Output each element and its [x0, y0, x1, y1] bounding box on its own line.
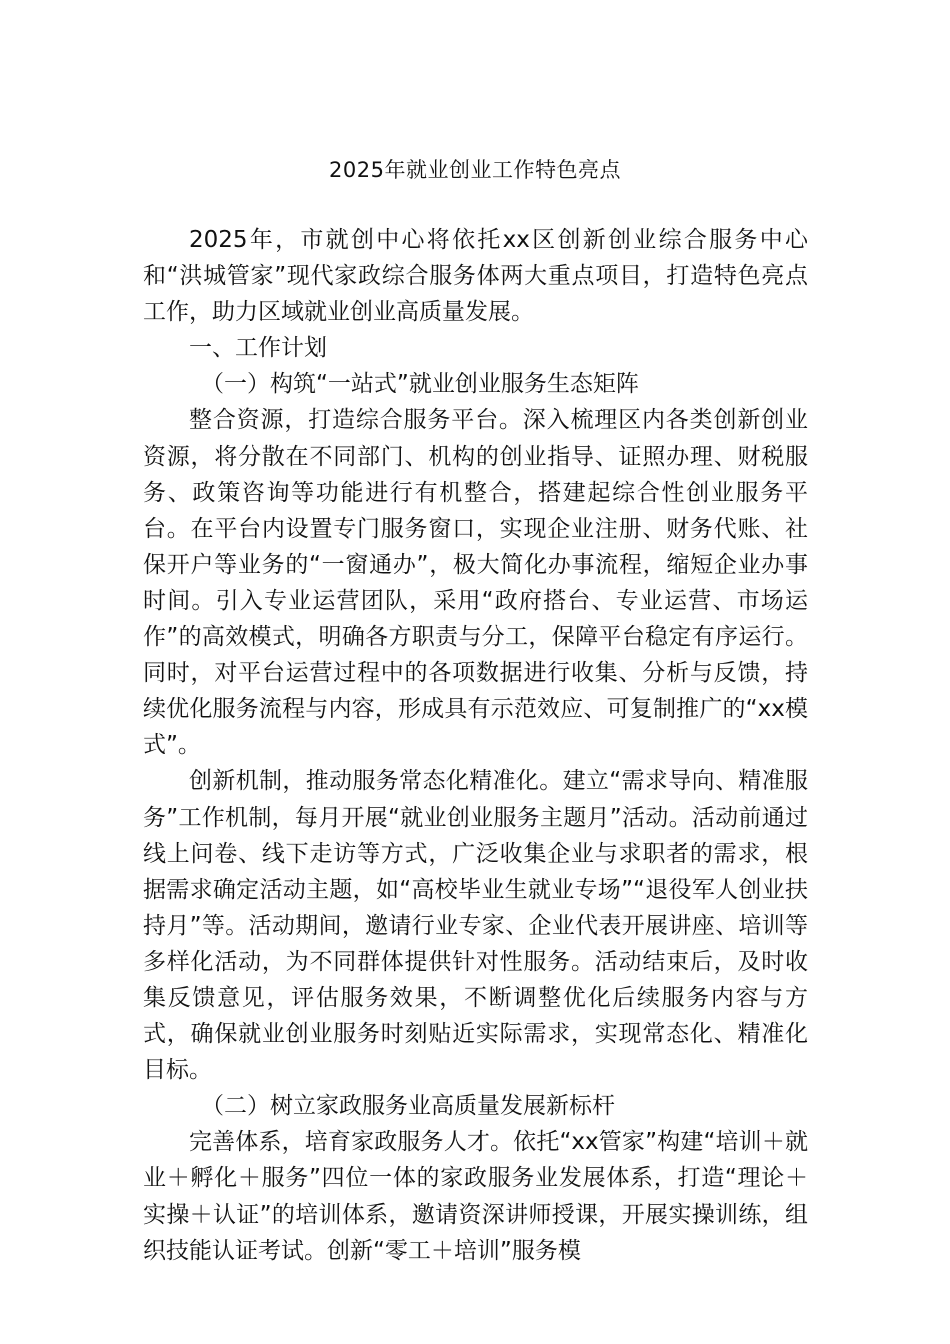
document-title: 2025年就业创业工作特色亮点	[329, 158, 621, 182]
subsection-heading-1: （一）构筑“一站式”就业创业服务生态矩阵	[201, 371, 639, 398]
paragraph-improve-system: 完善体系，培育家政服务人才。依托“xx管家”构建“培训＋就业＋孵化＋服务”四位一体的家政服务业发展体系，打造“理论＋实操＋认证”的培训体系，邀请资深讲师授课，开展实操训练，组织技能认证考试。创新“零工＋培训”服务模	[143, 1129, 808, 1264]
paragraph-innovate-mechanism: 创新机制，推动服务常态化精准化。建立“需求导向、精准服务”工作机制，每月开展“就业创业服务主题月”活动。活动前通过线上问卷、线下走访等方式，广泛收集企业与求职者的需求，根据需求确定活动主题，如“高校毕业生就业专场”“退役军人创业扶持月”等。活动期间，邀请行业专家、企业代表开展讲座、培训等多样化活动，为不同群体提供针对性服务。活动结束后，及时收集反馈意见，评估服务效果，不断调整优化后续服务内容与方式，确保就业创业服务时刻贴近实际需求，实现常态化、精准化目标。	[143, 768, 808, 1084]
document-body	[143, 222, 808, 1269]
paragraph-integrate-resources: 整合资源，打造综合服务平台。深入梳理区内各类创新创业资源，将分散在不同部门、机构的创业指导、证照办理、财税服务、政策咨询等功能进行有机整合，搭建起综合性创业服务平台。在平台内设置专门服务窗口，实现企业注册、财务代账、社保开户等业务的“一窗通办”，极大简化办事流程，缩短企业办事时间。引入专业运营团队，采用“政府搭台、专业运营、市场运作”的高效模式，明确各方职责与分工，保障平台稳定有序运行。同时，对平台运营过程中的各项数据进行收集、分析与反馈，持续优化服务流程与内容，形成具有示范效应、可复制推广的“xx模式”。	[143, 407, 808, 759]
section-heading-work-plan: 一、工作计划	[189, 335, 327, 362]
subsection-heading-2: （二）树立家政服务业高质量发展新标杆	[201, 1093, 615, 1120]
intro-paragraph: 2025年，市就创中心将依托xx区创新创业综合服务中心和“洪城管家”现代家政综合服务体两大重点项目，打造特色亮点工作，助力区域就业创业高质量发展。	[143, 227, 808, 326]
